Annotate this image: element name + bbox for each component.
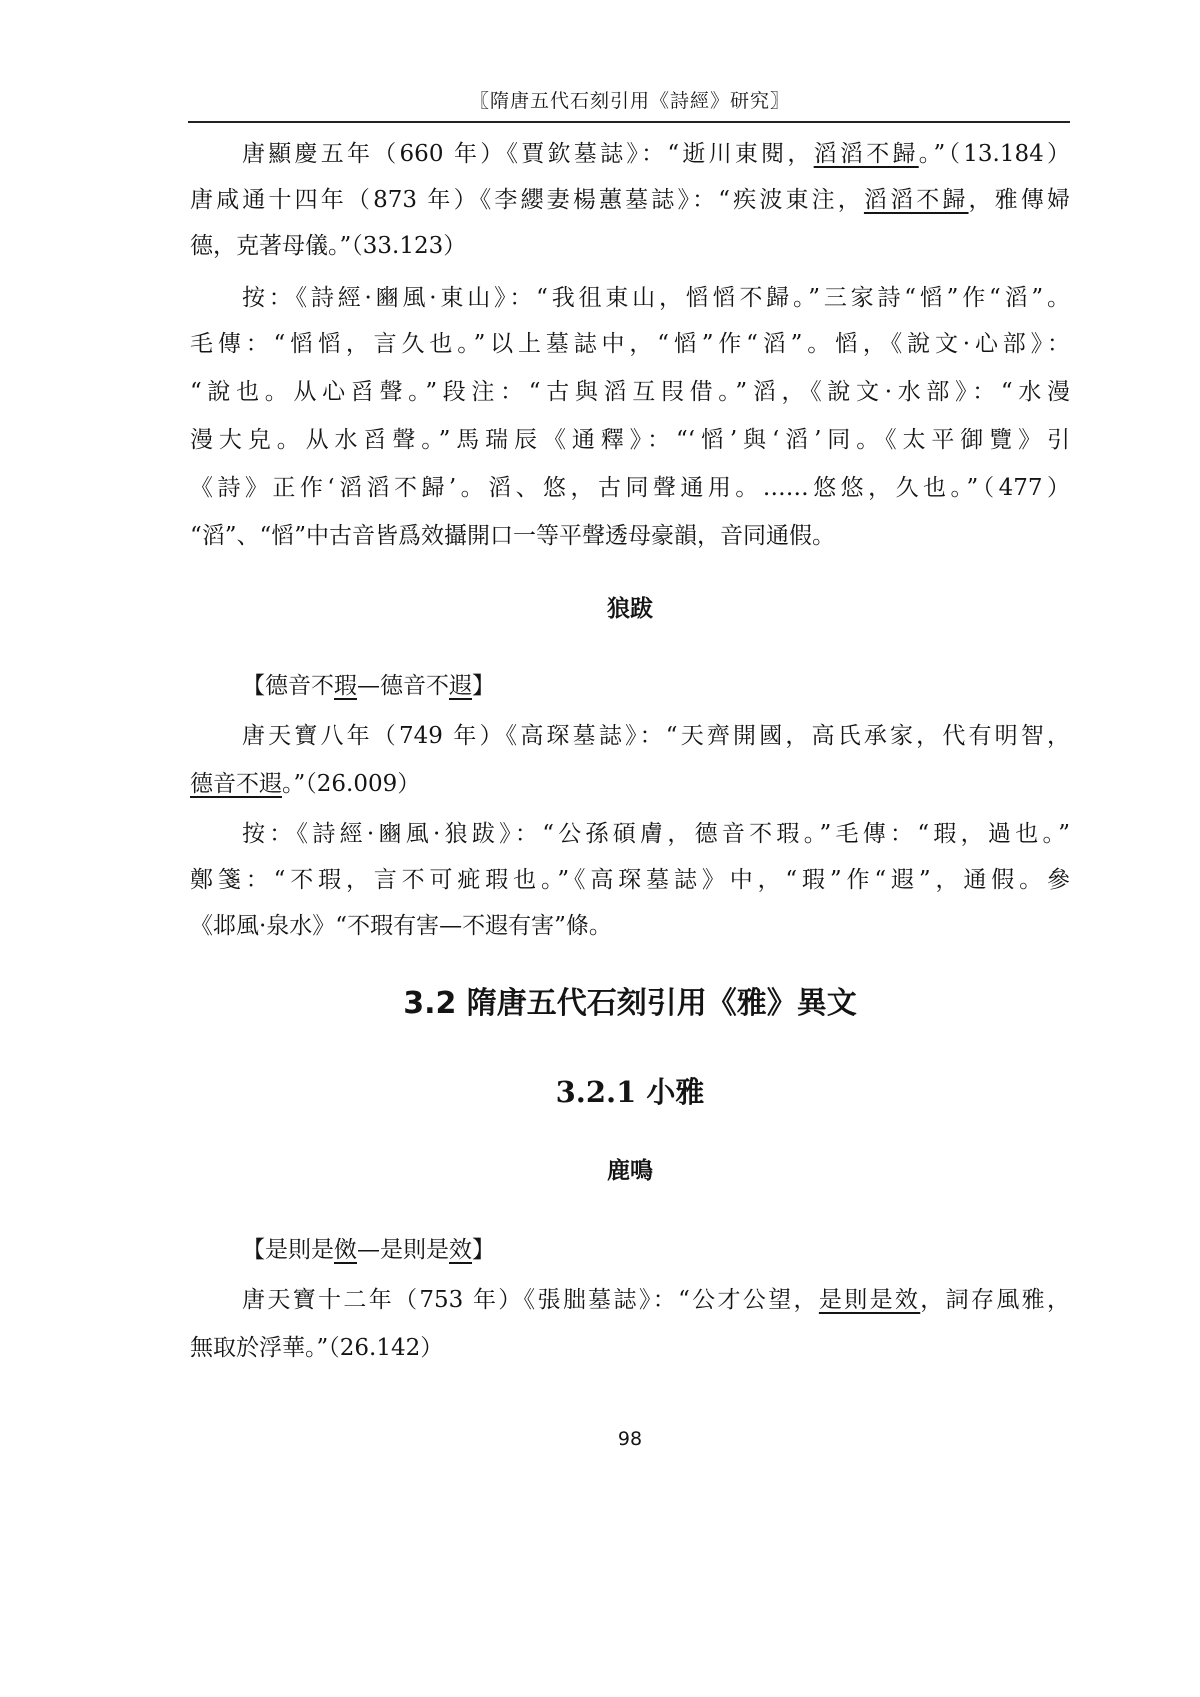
header-rule <box>188 121 1070 123</box>
body-line-7: 無取於浮華。”（26.142） <box>190 1335 444 1361</box>
section-heading-3-2: 3.2 隋唐五代石刻引用《雅》異文 <box>403 986 857 1021</box>
variant-entry-heading: 【德音不瑕—德音不遐】 <box>242 673 495 699</box>
annotation-line-9: 《邶風·泉水》“不瑕有害—不遐有害”條。 <box>190 913 612 939</box>
poem-title-langba: 狼跋 <box>607 596 653 622</box>
underlined-quote: 是則是效 <box>818 1287 921 1313</box>
poem-title-luming: 鹿鳴 <box>607 1158 653 1184</box>
body-line-3: 德，克著母儀。”（33.123） <box>190 233 467 259</box>
body-line-2: 唐咸通十四年（873 年）《李纓妻楊蕙墓誌》：“疾波東注，滔滔不歸，雅傳婦 <box>190 187 1070 213</box>
body-line-4: 唐天寶八年（749 年）《高琛墓誌》：“天齊開國，高氏承家，代有明智， <box>242 723 1070 749</box>
page-number: 98 <box>617 1428 643 1450</box>
body-line-5: 德音不遐。”（26.009） <box>190 771 421 797</box>
annotation-line-4: 漫大皃。从水舀聲。”馬瑞辰《通釋》：“‘慆’與‘滔’同。《太平御覽》引 <box>190 427 1070 453</box>
subsection-heading-3-2-1: 3.2.1 小雅 <box>555 1075 705 1109</box>
annotation-line-1: 按：《詩經·豳風·東山》：“我徂東山，慆慆不歸。”三家詩“慆”作“滔”。 <box>242 285 1070 311</box>
variant-entry-heading: 【是則是傚—是則是效】 <box>242 1237 495 1263</box>
annotation-line-7: 按：《詩經·豳風·狼跋》：“公孫碩膚，德音不瑕。”毛傳：“瑕，過也。” <box>242 821 1070 847</box>
annotation-line-5: 《詩》正作‘滔滔不歸’。滔、悠，古同聲通用。……悠悠，久也。”（477） <box>190 475 1070 501</box>
annotation-line-8: 鄭箋：“不瑕，言不可疵瑕也。”《高琛墓誌》中，“瑕”作“遐”，通假。參 <box>190 867 1070 893</box>
annotation-line-3: “說也。从心舀聲。”段注：“古與滔互叚借。”滔，《說文·水部》：“水漫 <box>190 379 1070 405</box>
annotation-line-2: 毛傳：“慆慆，言久也。”以上墓誌中，“慆”作“滔”。慆，《說文·心部》： <box>190 331 1070 357</box>
underlined-quote: 滔滔不歸 <box>863 187 969 213</box>
body-line-6: 唐天寶十二年（753 年）《張朏墓誌》：“公才公望，是則是效，詞存風雅， <box>242 1287 1071 1313</box>
underlined-quote: 滔滔不歸 <box>813 141 919 167</box>
body-line-1: 唐顯慶五年（660 年）《賈欽墓誌》：“逝川東閱，滔滔不歸。”（13.184） <box>242 141 1070 167</box>
running-header: 〖隋唐五代石刻引用《詩經》研究〗 <box>469 90 790 112</box>
annotation-line-6: “滔”、“慆”中古音皆爲效攝開口一等平聲透母豪韻，音同通假。 <box>190 523 836 549</box>
underlined-quote: 德音不遐 <box>190 771 282 797</box>
